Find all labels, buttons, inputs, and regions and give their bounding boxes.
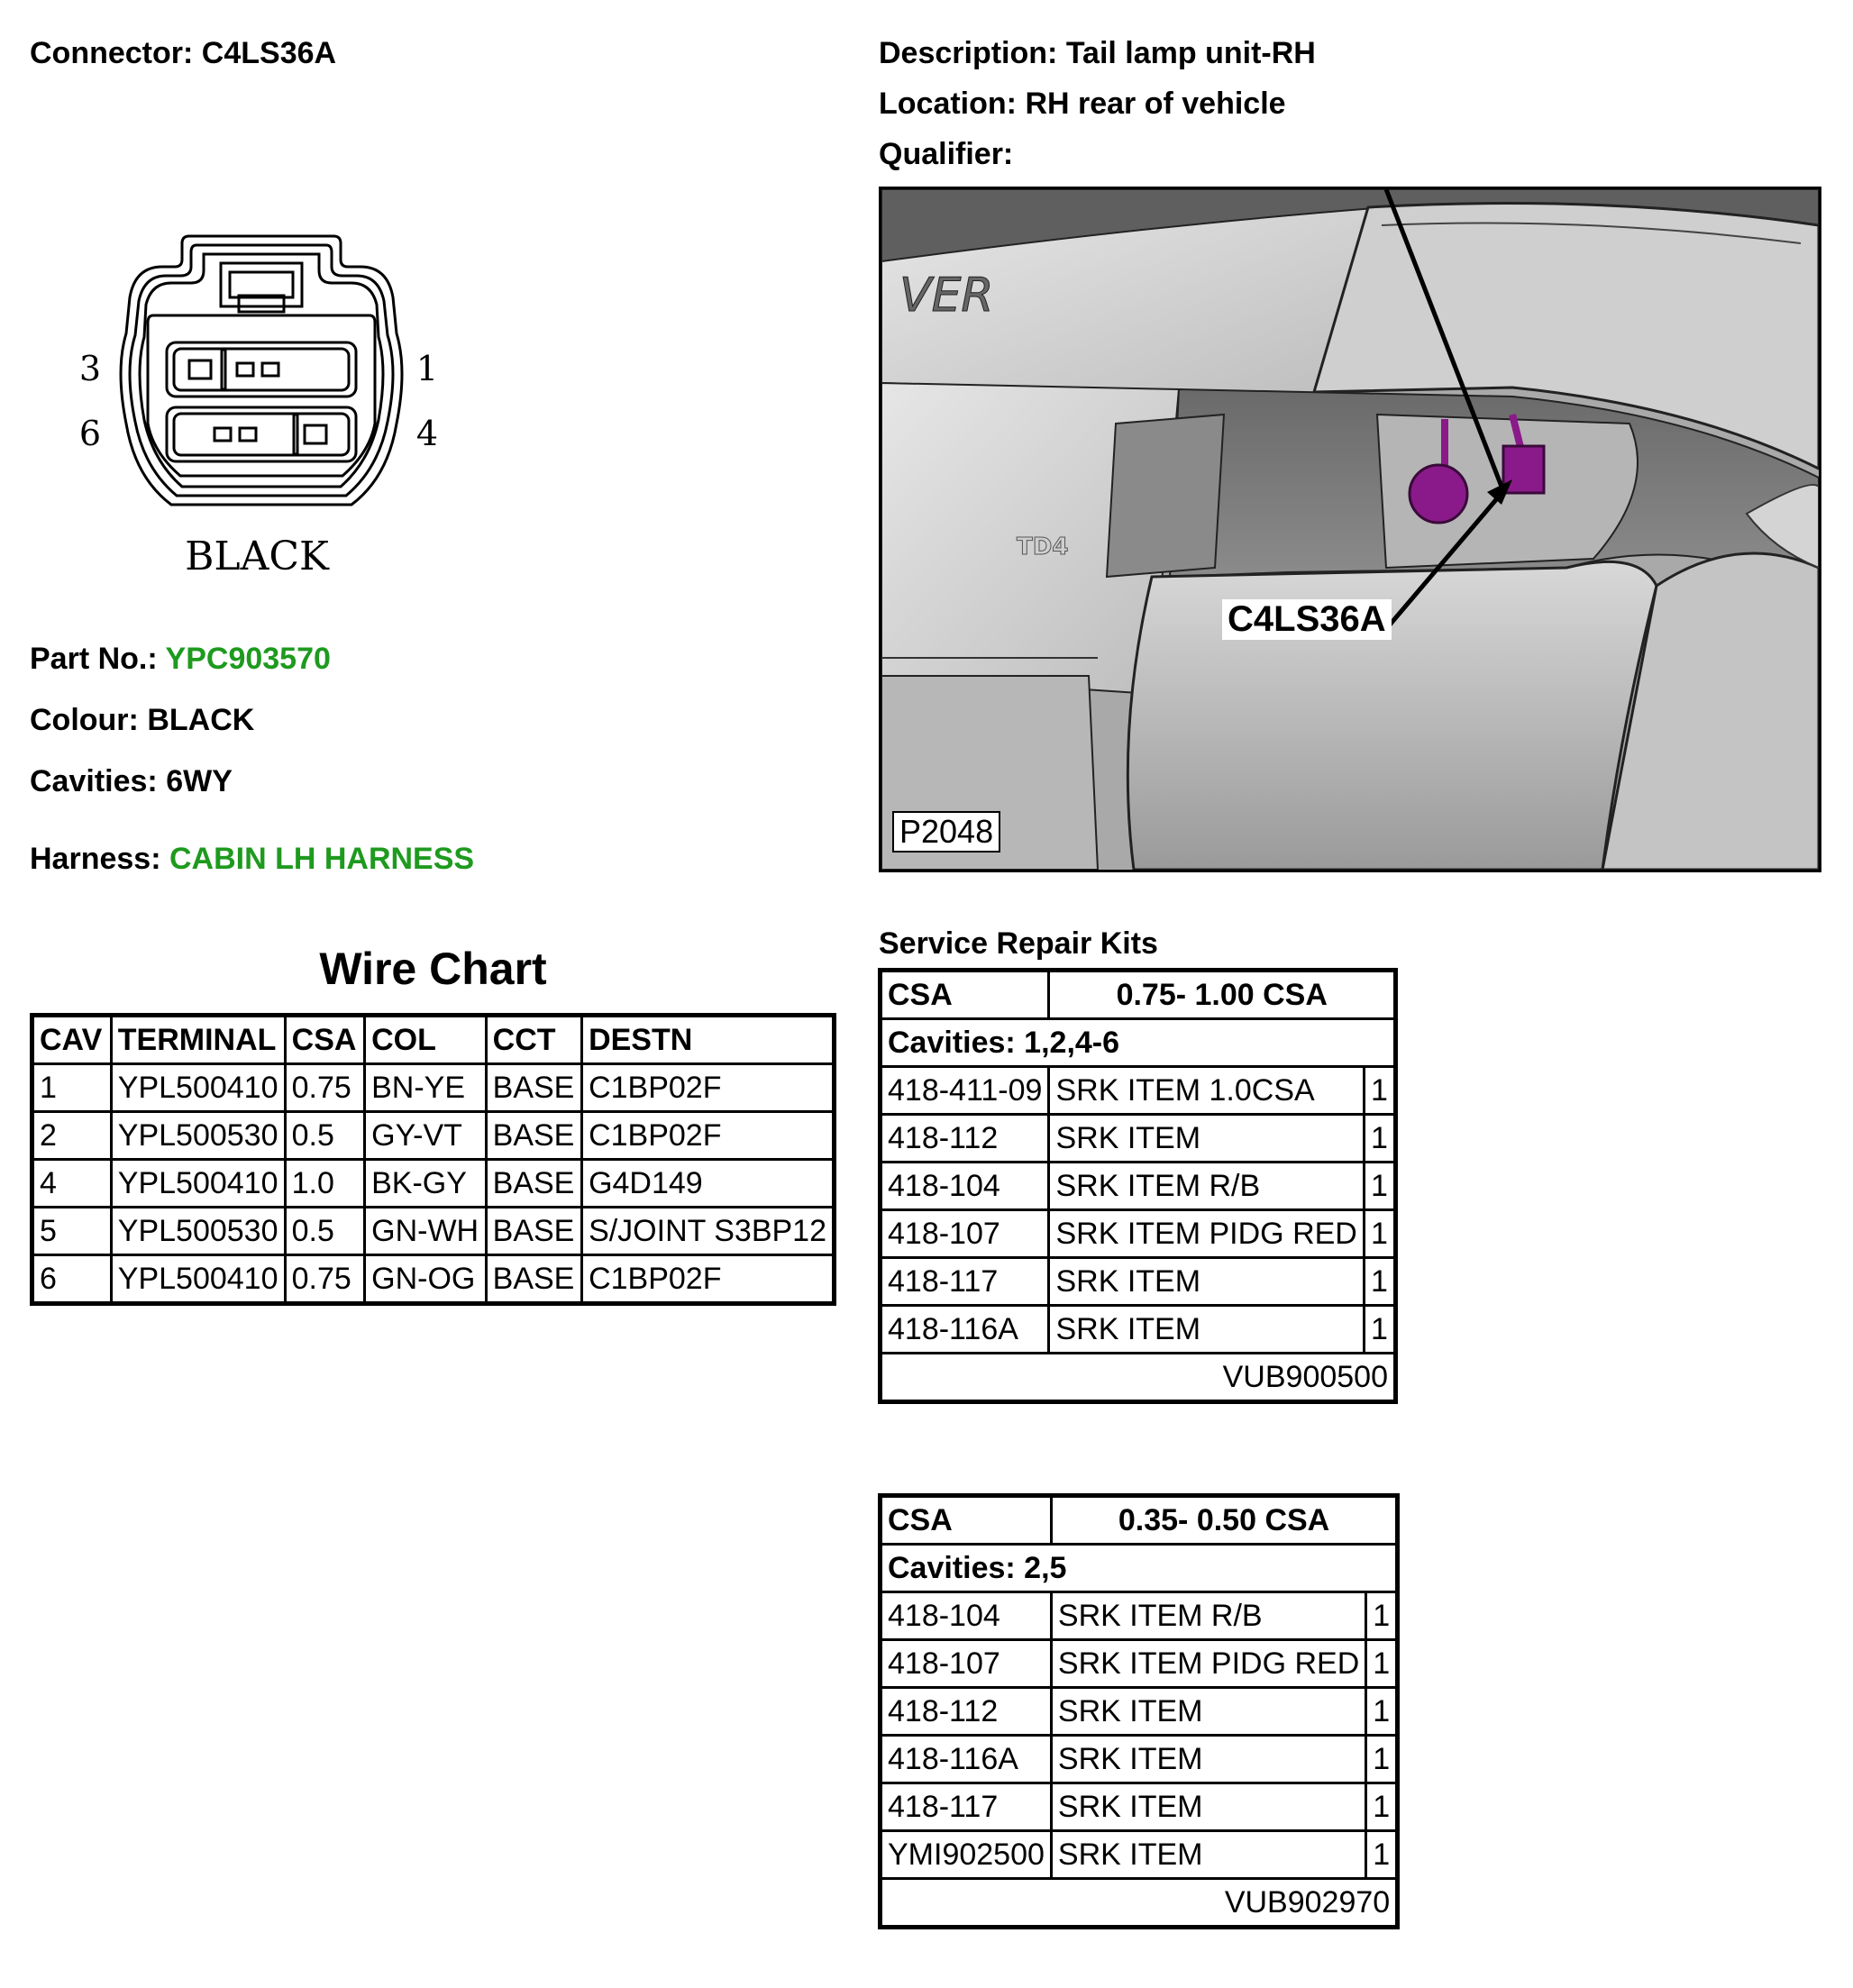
kit-item-qty: 1 (1366, 1592, 1398, 1640)
kit-cavities: Cavities: 2,5 (881, 1545, 1398, 1592)
cell-col: GN-WH (365, 1208, 487, 1255)
cell-destn: S/JOINT S3BP12 (582, 1208, 835, 1255)
colour (30, 703, 254, 738)
pin-label-3: 3 (78, 349, 102, 388)
repair-kit-table-1 (878, 968, 1398, 1404)
kit-part-number: 418-112 (881, 1115, 1049, 1163)
cell-cct: BASE (486, 1160, 581, 1208)
table-row (881, 1067, 1396, 1115)
connector-face-diagram (54, 216, 469, 595)
col-header-cct: CCT (486, 1016, 581, 1064)
table-row (881, 1688, 1398, 1736)
pin-label-4: 4 (415, 414, 439, 453)
cell-destn: G4D149 (582, 1160, 835, 1208)
kit-part-number: 418-104 (881, 1592, 1052, 1640)
kit-item-qty: 1 (1364, 1067, 1395, 1115)
table-row (881, 1210, 1396, 1258)
kit-cavities-row (881, 1019, 1396, 1067)
cell-cct: BASE (486, 1112, 581, 1160)
kit-item-description: SRK ITEM (1049, 1306, 1364, 1354)
connector-housing-outline (121, 236, 402, 505)
colour-value: BLACK (147, 703, 255, 737)
connector-label: Connector: (30, 36, 194, 70)
qualifier-label: Qualifier: (879, 137, 1014, 171)
table-row (881, 1783, 1398, 1831)
kit-csa-label: CSA (881, 1496, 1052, 1545)
wire-chart-table (30, 1013, 836, 1306)
cell-csa: 0.75 (285, 1255, 364, 1304)
table-row (32, 1160, 835, 1208)
kit-part-number: 418-112 (881, 1688, 1052, 1736)
kit-item-description: SRK ITEM (1051, 1831, 1365, 1879)
kit-item-qty: 1 (1364, 1210, 1395, 1258)
kit-item-qty: 1 (1366, 1831, 1398, 1879)
col-header-cav: CAV (32, 1016, 112, 1064)
repair-kit-table-2 (878, 1493, 1400, 1929)
cell-col: GN-OG (365, 1255, 487, 1304)
kit-item-qty: 1 (1364, 1163, 1395, 1210)
cell-terminal: YPL500410 (111, 1255, 285, 1304)
grommet-marker (1410, 465, 1467, 523)
description-value: Tail lamp unit-RH (1065, 36, 1316, 70)
kit-cavities-row (881, 1545, 1398, 1592)
cavities-value: 6WY (166, 764, 233, 798)
cell-csa: 0.5 (285, 1112, 364, 1160)
col-header-terminal: TERMINAL (111, 1016, 285, 1064)
kit-part-number: 418-107 (881, 1640, 1052, 1688)
cell-cav: 1 (32, 1064, 112, 1112)
col-header-csa: CSA (285, 1016, 364, 1064)
kit-number: VUB900500 (881, 1354, 1396, 1402)
kit-item-qty: 1 (1366, 1640, 1398, 1688)
vehicle-emblem-text: VER (899, 269, 994, 323)
description (879, 36, 1316, 71)
cell-terminal: YPL500530 (111, 1112, 285, 1160)
cell-terminal: YPL500410 (111, 1160, 285, 1208)
table-row (881, 1163, 1396, 1210)
location-photo (879, 187, 1821, 872)
kit-item-description: SRK ITEM PIDG RED (1051, 1640, 1365, 1688)
kit-number-row (881, 1354, 1396, 1402)
table-row (881, 1736, 1398, 1783)
table-row (881, 1640, 1398, 1688)
harness-link[interactable]: CABIN LH HARNESS (169, 842, 475, 876)
kit-item-description: SRK ITEM (1049, 1258, 1364, 1306)
table-row (32, 1064, 835, 1112)
location-label: Location: (879, 87, 1017, 121)
col-header-destn: DESTN (582, 1016, 835, 1064)
part-number (30, 642, 331, 677)
cavities-label: Cavities: (30, 764, 158, 798)
table-row (32, 1255, 835, 1304)
kit-item-qty: 1 (1366, 1688, 1398, 1736)
kit-item-description: SRK ITEM PIDG RED (1049, 1210, 1364, 1258)
cell-destn: C1BP02F (582, 1112, 835, 1160)
connector-id (30, 36, 336, 71)
cell-col: BK-GY (365, 1160, 487, 1208)
table-row (881, 1306, 1396, 1354)
kit-part-number: 418-411-09 (881, 1067, 1049, 1115)
cell-csa: 0.5 (285, 1208, 364, 1255)
cell-destn: C1BP02F (582, 1255, 835, 1304)
location (879, 87, 1286, 122)
cell-col: GY-VT (365, 1112, 487, 1160)
cell-cct: BASE (486, 1064, 581, 1112)
kit-item-description: SRK ITEM (1051, 1736, 1365, 1783)
description-label: Description: (879, 36, 1058, 70)
part-number-link[interactable]: YPC903570 (165, 642, 331, 676)
cell-destn: C1BP02F (582, 1064, 835, 1112)
kit-part-number: 418-117 (881, 1783, 1052, 1831)
cell-csa: 1.0 (285, 1160, 364, 1208)
table-row (32, 1112, 835, 1160)
cell-cct: BASE (486, 1255, 581, 1304)
pin-label-6: 6 (78, 414, 102, 453)
cell-cav: 2 (32, 1112, 112, 1160)
kit-part-number: 418-116A (881, 1306, 1049, 1354)
service-kits-title: Service Repair Kits (879, 926, 1158, 961)
kit-item-description: SRK ITEM (1049, 1115, 1364, 1163)
qualifier (879, 137, 1013, 172)
table-row (881, 1115, 1396, 1163)
cell-cav: 4 (32, 1160, 112, 1208)
kit-header-row (881, 1496, 1398, 1545)
harness (30, 842, 474, 877)
kit-item-qty: 1 (1364, 1115, 1395, 1163)
cell-csa: 0.75 (285, 1064, 364, 1112)
location-value: RH rear of vehicle (1025, 87, 1286, 121)
col-header-col: COL (365, 1016, 487, 1064)
cell-terminal: YPL500410 (111, 1064, 285, 1112)
kit-part-number: YMI902500 (881, 1831, 1052, 1879)
kit-item-description: SRK ITEM R/B (1051, 1592, 1365, 1640)
kit-part-number: 418-116A (881, 1736, 1052, 1783)
kit-csa-label: CSA (881, 971, 1049, 1019)
kit-header-row (881, 971, 1396, 1019)
wire-chart-header-row (32, 1016, 835, 1064)
cell-col: BN-YE (365, 1064, 487, 1112)
part-number-label: Part No.: (30, 642, 158, 676)
connector-value: C4LS36A (201, 36, 337, 70)
pin-label-1: 1 (415, 349, 439, 388)
kit-part-number: 418-104 (881, 1163, 1049, 1210)
kit-item-description: SRK ITEM (1051, 1688, 1365, 1736)
kit-item-qty: 1 (1366, 1736, 1398, 1783)
harness-label: Harness: (30, 842, 161, 876)
table-row (881, 1831, 1398, 1879)
kit-item-description: SRK ITEM R/B (1049, 1163, 1364, 1210)
photo-callout: C4LS36A (1222, 599, 1392, 640)
kit-item-qty: 1 (1364, 1306, 1395, 1354)
kit-part-number: 418-107 (881, 1210, 1049, 1258)
kit-csa-range: 0.35- 0.50 CSA (1051, 1496, 1397, 1545)
kit-cavities: Cavities: 1,2,4-6 (881, 1019, 1396, 1067)
cell-terminal: YPL500530 (111, 1208, 285, 1255)
table-row (881, 1258, 1396, 1306)
cell-cav: 5 (32, 1208, 112, 1255)
model-badge-text: TD4 (1017, 533, 1069, 561)
kit-item-description: SRK ITEM 1.0CSA (1049, 1067, 1364, 1115)
kit-part-number: 418-117 (881, 1258, 1049, 1306)
kit-number-row (881, 1879, 1398, 1928)
table-row (881, 1592, 1398, 1640)
vehicle-rear-illustration (881, 189, 1819, 870)
cell-cct: BASE (486, 1208, 581, 1255)
kit-item-qty: 1 (1366, 1783, 1398, 1831)
photo-ref: P2048 (892, 811, 1000, 853)
kit-number: VUB902970 (881, 1879, 1398, 1928)
table-row (32, 1208, 835, 1255)
cell-cav: 6 (32, 1255, 112, 1304)
kit-item-qty: 1 (1364, 1258, 1395, 1306)
colour-label: Colour: (30, 703, 139, 737)
connector-colour-text: BLACK (185, 533, 329, 579)
kit-item-description: SRK ITEM (1051, 1783, 1365, 1831)
cavities (30, 764, 233, 799)
wire-chart-title: Wire Chart (319, 944, 547, 994)
kit-csa-range: 0.75- 1.00 CSA (1049, 971, 1396, 1019)
